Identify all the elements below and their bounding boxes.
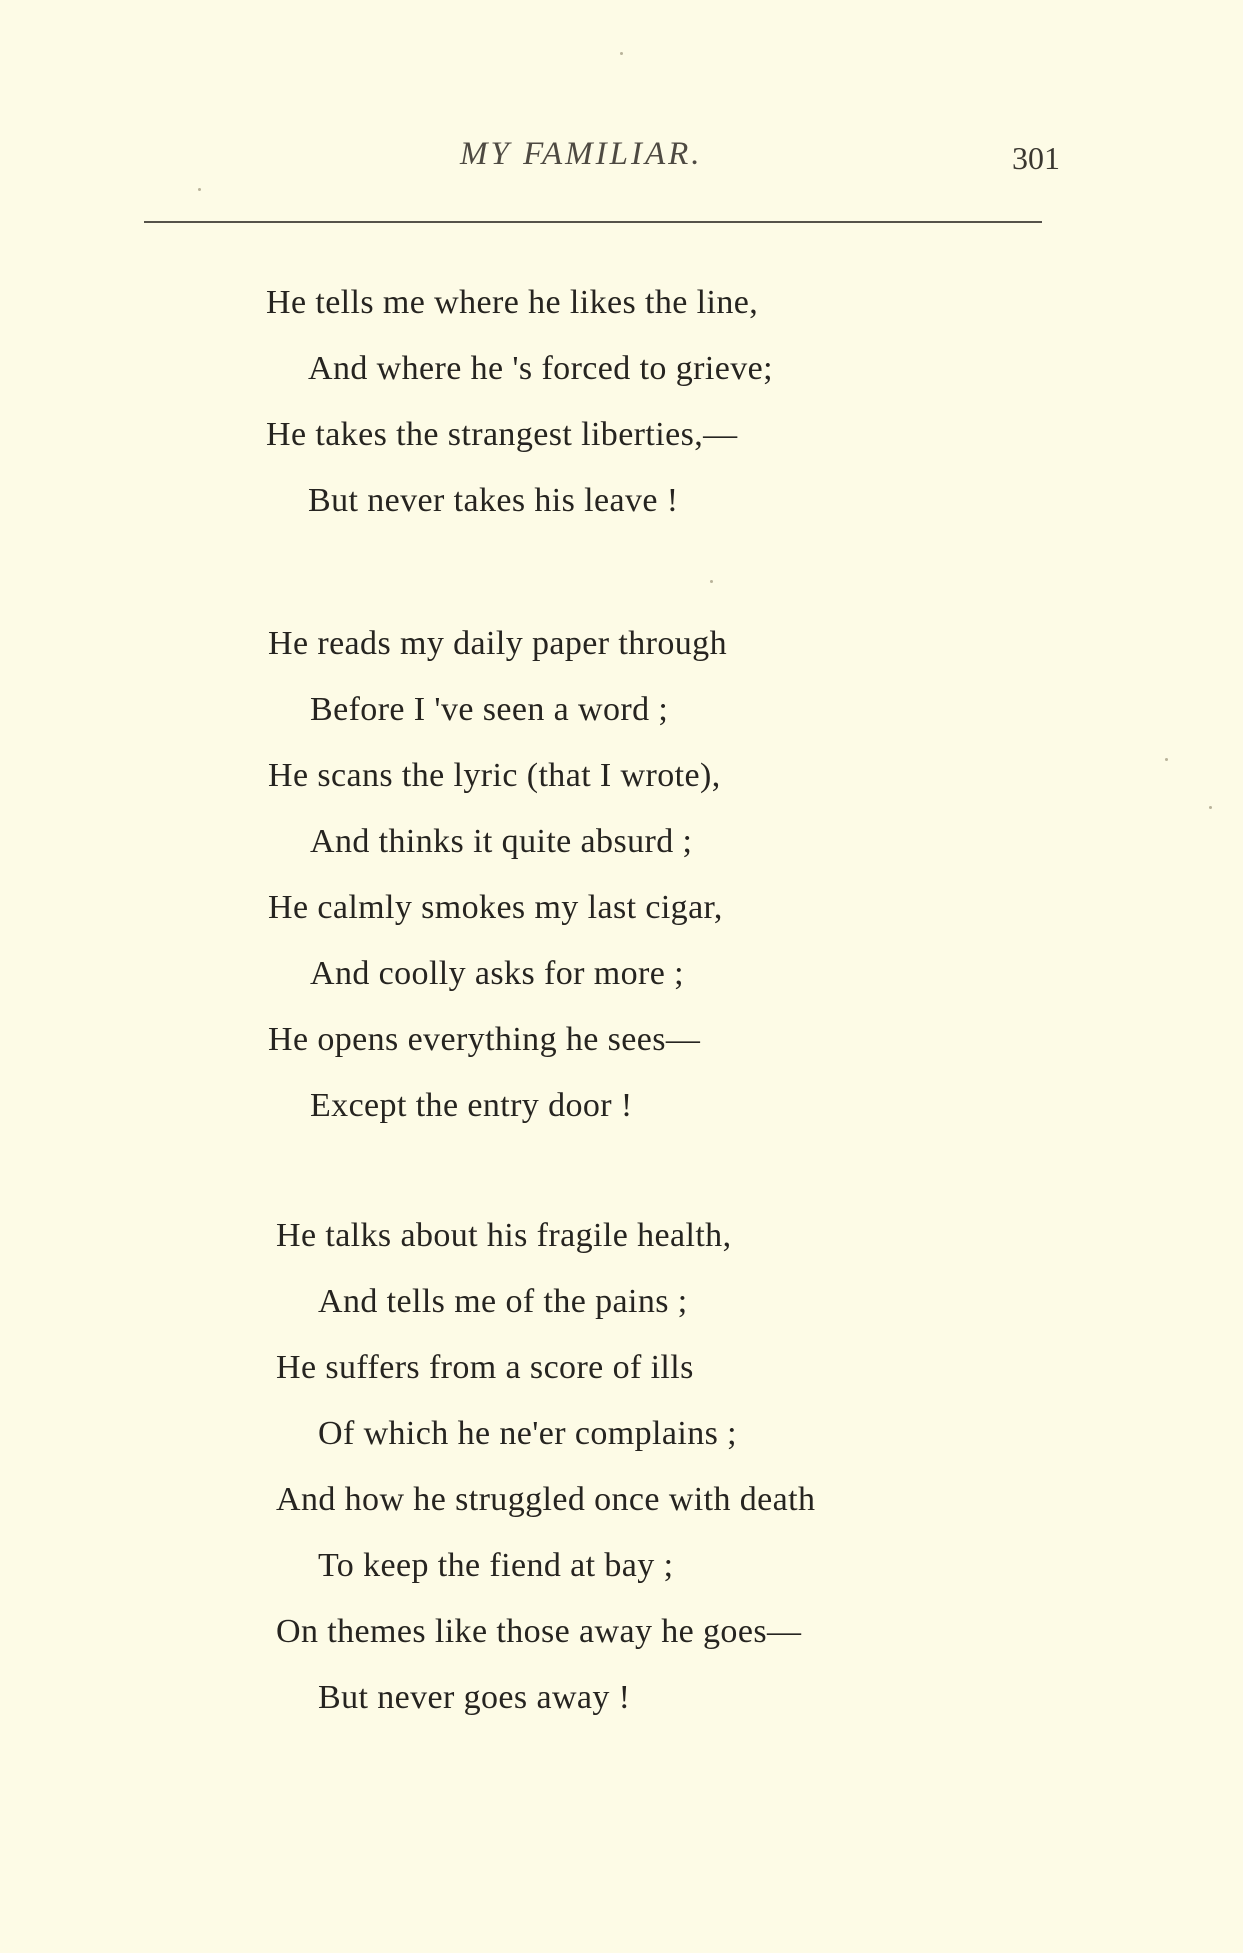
poem-line: He suffers from a score of ills: [276, 1349, 694, 1386]
header-rule: [144, 221, 1042, 223]
paper-speck: [710, 580, 713, 583]
poem-line: Except the entry door !: [310, 1087, 633, 1124]
stanza-3: [276, 1203, 1243, 1731]
poem-line: He opens everything he sees—: [268, 1021, 701, 1058]
poem-line: He reads my daily paper through: [268, 625, 727, 662]
poem-line: And thinks it quite absurd ;: [310, 823, 693, 860]
page-number: 301: [1012, 140, 1060, 176]
paper-speck: [620, 52, 623, 55]
paper-speck: [198, 188, 201, 191]
poem-line: He takes the strangest liberties,—: [266, 416, 738, 453]
poem-line: On themes like those away he goes—: [276, 1613, 802, 1650]
poem-line: And where he 's forced to grieve;: [308, 350, 773, 387]
poem-line: And tells me of the pains ;: [318, 1283, 688, 1320]
poem-line: He tells me where he likes the line,: [266, 284, 759, 321]
poem-line: He scans the lyric (that I wrote),: [268, 757, 721, 794]
poem-line: Before I 've seen a word ;: [310, 691, 669, 728]
paper-speck: [1209, 806, 1212, 809]
stanza-1: [266, 270, 1243, 534]
poem-line: But never takes his leave !: [308, 482, 679, 519]
poem-line: And how he struggled once with death: [276, 1481, 816, 1518]
paper-speck: [1165, 758, 1168, 761]
poem-line: To keep the fiend at bay ;: [318, 1547, 674, 1584]
poem-line: He calmly smokes my last cigar,: [268, 889, 723, 926]
poem-line: And coolly asks for more ;: [310, 955, 684, 992]
stanza-2: [268, 611, 1243, 1139]
poem-line: He talks about his fragile health,: [276, 1217, 732, 1254]
running-title: MY FAMILIAR.: [460, 136, 703, 172]
poem-line: Of which he ne'er complains ;: [318, 1415, 737, 1452]
page-header: [0, 136, 1243, 186]
poem-line: But never goes away !: [318, 1679, 631, 1716]
